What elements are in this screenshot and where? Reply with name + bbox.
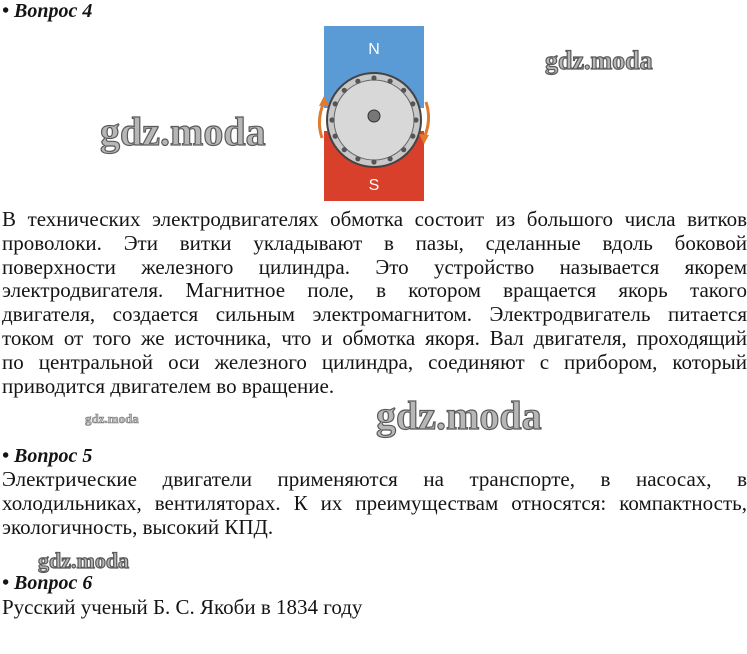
question-6-answer: [2, 596, 747, 620]
text-line: Русский ученый Б. С. Якоби в 1834 году: [2, 595, 363, 619]
question-4-answer: [2, 208, 747, 398]
question-6-heading: • Вопрос 6: [2, 572, 93, 594]
rotor-slot: [355, 156, 360, 161]
text-line: двигателя, создается сильным электромагнитом. Электродвигатель питается: [2, 302, 747, 327]
rotor-slot: [333, 101, 338, 106]
rotor-slot: [401, 147, 406, 152]
question-4-heading: • Вопрос 4: [2, 0, 93, 22]
rotor-slot: [371, 75, 376, 80]
rotor-slot: [410, 134, 415, 139]
watermark: gdz.moda: [545, 46, 653, 75]
text-line: электродвигателя. Магнитное поле, в котором вращается якорь такого: [2, 278, 747, 303]
rotor-slot: [342, 88, 347, 93]
rotor-slot: [355, 79, 360, 84]
shaft: [368, 110, 380, 122]
rotor-slot: [410, 101, 415, 106]
text-line: приводится двигателем во вращение.: [2, 373, 335, 398]
rotor-slot: [371, 159, 376, 164]
text-line: по центральной оси железного цилиндра, соединяют с прибором, который: [2, 349, 747, 374]
text-line: током от того же источника, что и обмотка якоря. Вал двигателя, проходящий: [2, 325, 747, 350]
rotation-arrow-right: [424, 102, 429, 138]
text-line: проволоки. Эти витки укладывают в пазы, сделанные вдоль боковой: [2, 230, 747, 255]
rotor-slot: [329, 117, 334, 122]
watermark: gdz.moda: [38, 548, 130, 573]
rotor-slot: [388, 156, 393, 161]
watermark: gdz.moda: [100, 109, 266, 154]
question-5-answer: [2, 468, 747, 539]
north-label: N: [368, 41, 380, 58]
rotor-slot: [401, 88, 406, 93]
rotor-slot: [333, 134, 338, 139]
text-line: экологичность, высокий КПД.: [2, 514, 274, 539]
south-label: S: [368, 177, 380, 194]
rotor-slot: [413, 117, 418, 122]
watermark: gdz.moda: [376, 393, 542, 438]
rotor-slot: [388, 79, 393, 84]
text-line: холодильниках, вентиляторах. К их преимуществам относятся: компактность,: [2, 490, 747, 515]
rotor-slot: [342, 147, 347, 152]
text-line: В технических электродвигателях обмотка состоит из большого числа витков: [2, 207, 747, 231]
watermark: gdz.moda: [85, 411, 139, 426]
text-line: поверхности железного цилиндра. Это устройство называется якорем: [2, 254, 747, 279]
rotation-arrow-left: [319, 102, 324, 138]
text-line: Электрические двигатели применяются на транспорте, в насосах, в: [2, 467, 747, 491]
question-5-heading: • Вопрос 5: [2, 445, 93, 467]
electric-motor-diagram: [300, 26, 430, 204]
